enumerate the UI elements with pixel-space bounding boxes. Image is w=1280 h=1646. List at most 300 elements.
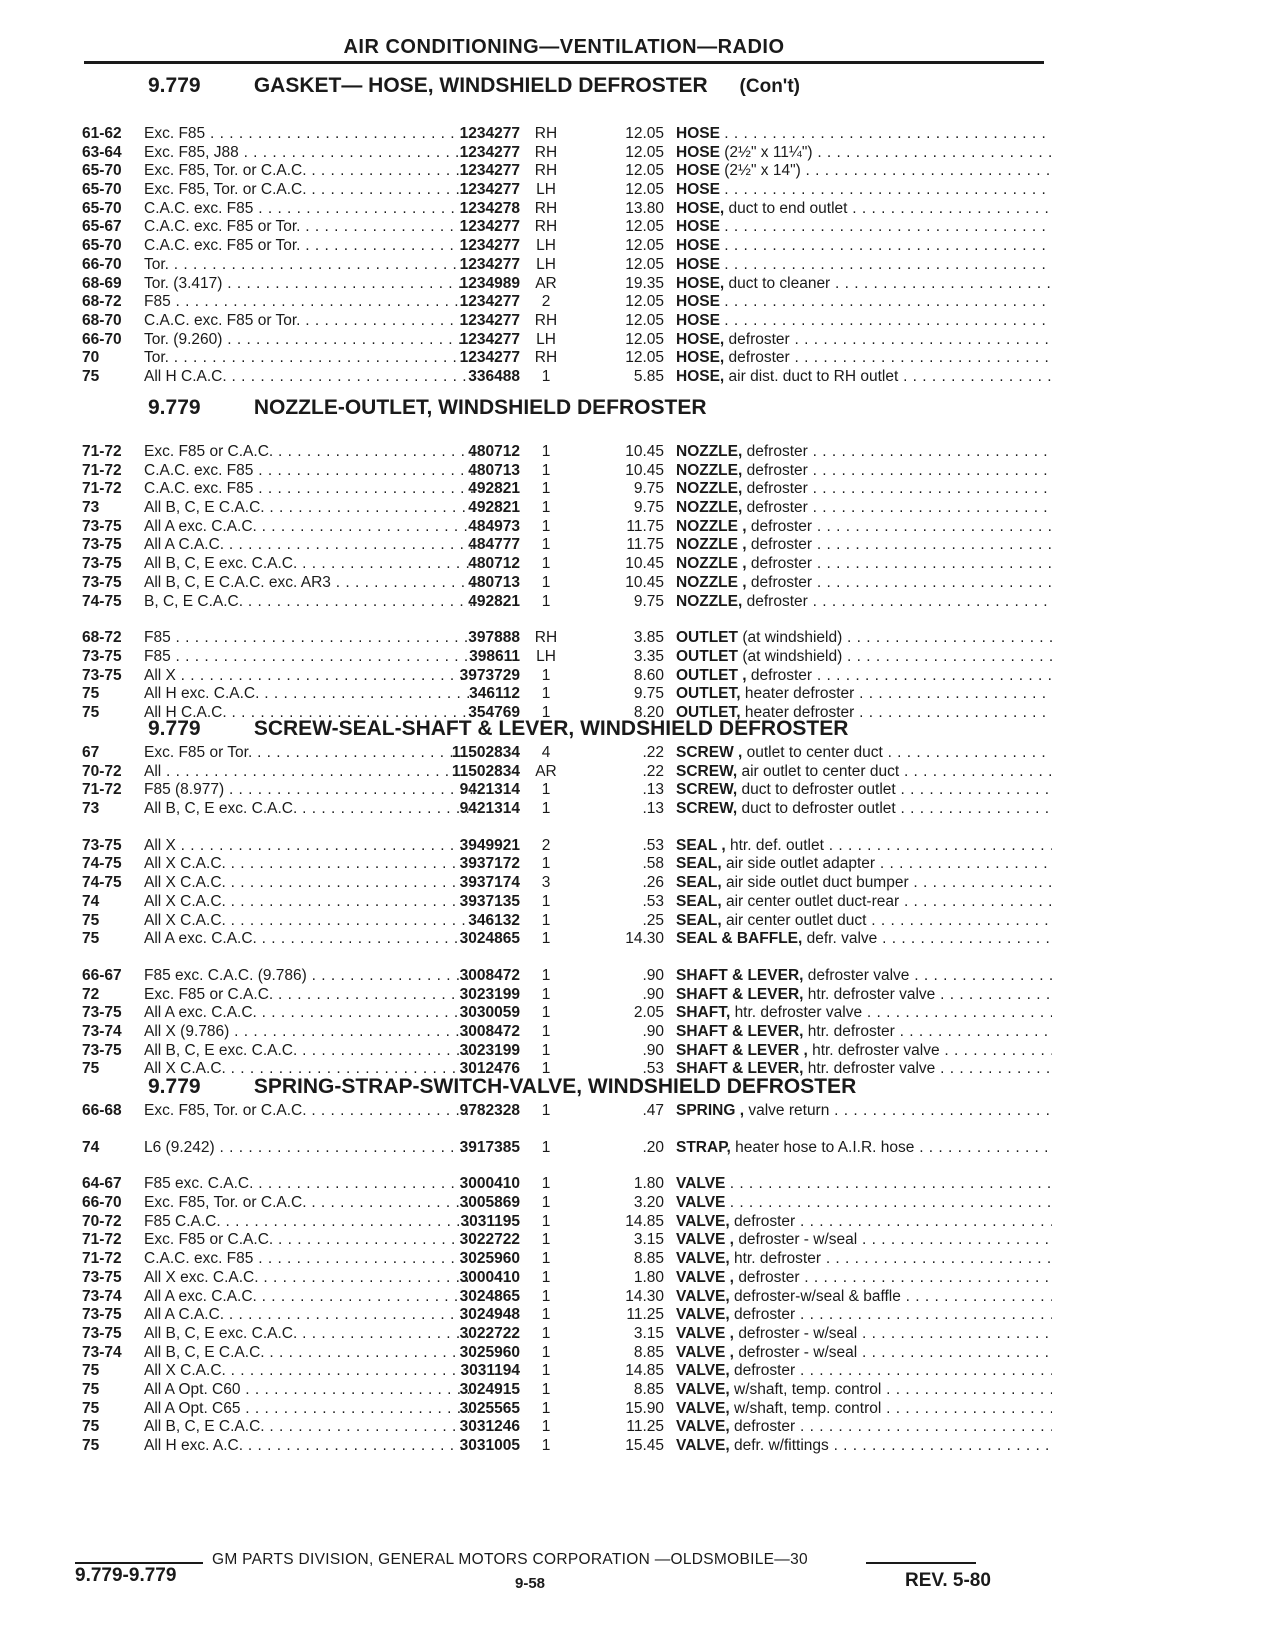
application: L6 (9.242) . . . xyxy=(144,1139,474,1158)
application: All X C.A.C. . . . xyxy=(144,912,474,931)
model-years: 73-74 xyxy=(82,1343,122,1361)
application: F85 exc. C.A.C. (9.786) . . . xyxy=(144,967,474,986)
section-name: SCREW-SEAL-SHAFT & LEVER, WINDSHIELD DEFROSTER xyxy=(253,717,849,740)
parts-list-hose xyxy=(82,125,1042,387)
price: 12.05 xyxy=(625,143,664,161)
part-name: OUTLET, xyxy=(676,685,741,703)
quantity: 4 xyxy=(541,744,551,761)
description xyxy=(676,1004,1052,1023)
part-name: SCREW , xyxy=(676,744,743,761)
price: 11.25 xyxy=(626,1306,664,1324)
quantity: 1 xyxy=(541,985,551,1003)
quantity: 1 xyxy=(541,555,551,573)
part-detail: air side outlet duct bumper xyxy=(725,874,909,892)
section-number: 9.779 xyxy=(148,396,201,419)
part-detail: defroster-w/seal & baffle xyxy=(734,1287,901,1305)
part-number: 3030059 xyxy=(459,1004,520,1022)
part-number: 3031005 xyxy=(459,1437,520,1454)
model-years: 73-75 xyxy=(82,1268,122,1286)
part-number: 3008472 xyxy=(459,966,520,984)
model-years: 68-69 xyxy=(82,274,122,292)
application: All A Opt. C65 . . . xyxy=(144,1400,474,1419)
description xyxy=(676,1288,1052,1307)
description xyxy=(676,200,1052,219)
model-years: 74-75 xyxy=(82,874,122,892)
application: All X C.A.C. . . . xyxy=(144,1362,474,1381)
part-detail: htr. def. outlet xyxy=(729,836,824,854)
quantity: 1 xyxy=(541,1194,551,1212)
quantity: 1 xyxy=(541,1362,551,1380)
quantity: 1 xyxy=(541,666,551,684)
part-name: OUTLET, xyxy=(676,703,741,721)
part-name: VALVE, xyxy=(676,1362,730,1380)
model-years: 73-75 xyxy=(82,836,122,854)
table-row xyxy=(82,555,1042,574)
application: All X . . . xyxy=(144,837,474,856)
price: 12.05 xyxy=(625,293,664,311)
table-row xyxy=(82,1213,1042,1232)
price: .90 xyxy=(642,1022,664,1040)
application: F85 (8.977) . . . xyxy=(144,781,474,800)
model-years: 73-75 xyxy=(82,555,122,573)
price: .53 xyxy=(642,1060,664,1078)
part-number: 484777 xyxy=(468,536,520,554)
table-row xyxy=(82,1269,1042,1288)
quantity: 1 xyxy=(541,1022,551,1040)
description xyxy=(676,967,1052,986)
quantity: 1 xyxy=(541,499,551,517)
table-row xyxy=(82,1023,1042,1042)
section-name: NOZZLE-OUTLET, WINDSHIELD DEFROSTER xyxy=(253,396,707,419)
description xyxy=(676,1344,1052,1363)
part-number: 346132 xyxy=(468,911,520,929)
application: All . . . xyxy=(144,763,474,782)
quantity: RH xyxy=(534,218,558,236)
quantity: LH xyxy=(536,330,556,348)
price: 14.85 xyxy=(625,1362,664,1380)
part-name: HOSE xyxy=(676,237,720,255)
price: 14.30 xyxy=(625,1287,664,1305)
table-row xyxy=(82,1306,1042,1325)
part-detail: defroster xyxy=(750,666,813,684)
application: All B, C, E C.A.C. . . . xyxy=(144,1344,474,1363)
table-row xyxy=(82,368,1042,387)
model-years: 75 xyxy=(82,1362,100,1380)
part-number: 1234277 xyxy=(459,330,520,348)
quantity: 1 xyxy=(541,800,551,818)
quantity: 1 xyxy=(541,1212,551,1230)
part-name: HOSE xyxy=(676,125,720,142)
part-name: HOSE, xyxy=(676,274,725,292)
part-name: VALVE xyxy=(676,1194,726,1212)
footer-rule-right xyxy=(866,1562,976,1564)
application: Exc. F85, Tor. or C.A.C. . . . xyxy=(144,1102,474,1121)
quantity: 1 xyxy=(541,1102,551,1119)
price: 10.45 xyxy=(625,443,664,460)
quantity: RH xyxy=(534,311,558,329)
model-years: 70 xyxy=(82,349,100,367)
part-detail: defroster xyxy=(750,555,813,573)
part-detail: air side outlet adapter xyxy=(725,855,876,873)
part-detail: defr. w/fittings xyxy=(734,1437,829,1454)
table-row xyxy=(82,893,1042,912)
quantity: 1 xyxy=(541,685,551,703)
part-detail: (at windshield) xyxy=(742,647,843,665)
table-row xyxy=(82,312,1042,331)
part-detail: (2½" x 14") xyxy=(724,162,801,180)
quantity: 1 xyxy=(541,1250,551,1268)
price: 11.25 xyxy=(626,1418,664,1436)
price: 9.75 xyxy=(633,499,664,517)
description xyxy=(676,685,1052,704)
part-number: 3012476 xyxy=(459,1060,520,1078)
part-name: SCREW, xyxy=(676,781,738,799)
model-years: 73-75 xyxy=(82,1306,122,1324)
part-number: 492821 xyxy=(468,592,520,610)
application: All X C.A.C. . . . xyxy=(144,1060,474,1079)
price: 2.05 xyxy=(633,1004,664,1022)
part-number: 1234277 xyxy=(459,293,520,311)
price: 12.05 xyxy=(625,311,664,329)
model-years: 66-67 xyxy=(82,966,122,984)
part-number: 3031194 xyxy=(460,1362,520,1380)
model-years: 68-70 xyxy=(82,311,122,329)
application: C.A.C. exc. F85 . . . xyxy=(144,462,474,481)
part-number: 336488 xyxy=(468,367,520,385)
application: All A Opt. C60 . . . xyxy=(144,1381,474,1400)
application: Exc. F85, Tor. or C.A.C. . . . xyxy=(144,162,474,181)
part-detail: duct to end outlet xyxy=(728,199,848,217)
part-number: 480713 xyxy=(468,573,520,591)
part-number: 3025960 xyxy=(459,1343,520,1361)
description xyxy=(676,1418,1052,1437)
part-number: 484973 xyxy=(468,517,520,535)
part-number: 397888 xyxy=(468,629,520,647)
application: B, C, E C.A.C. . . . xyxy=(144,593,474,612)
part-detail: heater hose to A.I.R. hose xyxy=(735,1138,915,1156)
description xyxy=(676,331,1052,350)
quantity: 3 xyxy=(541,874,551,892)
price: 15.90 xyxy=(625,1399,664,1417)
part-name: VALVE , xyxy=(676,1343,734,1361)
part-number: 3917385 xyxy=(459,1138,520,1156)
price: 13.80 xyxy=(625,199,664,217)
part-name: SHAFT & LEVER, xyxy=(676,966,804,984)
table-row xyxy=(82,837,1042,856)
table-row xyxy=(82,1194,1042,1213)
price: 19.35 xyxy=(625,274,664,292)
quantity: RH xyxy=(534,143,558,161)
part-detail: defroster xyxy=(746,592,808,610)
part-detail: defroster xyxy=(746,499,808,517)
table-row xyxy=(82,1250,1042,1269)
part-number: 3023199 xyxy=(459,1041,520,1059)
model-years: 68-72 xyxy=(82,629,122,647)
part-name: SEAL , xyxy=(676,836,726,854)
application: C.A.C. exc. F85 or Tor. . . . xyxy=(144,218,474,237)
table-row xyxy=(82,574,1042,593)
price: 10.45 xyxy=(625,573,664,591)
price: .13 xyxy=(642,800,664,818)
description xyxy=(676,874,1052,893)
model-years: 65-70 xyxy=(82,237,122,255)
part-name: HOSE xyxy=(676,143,720,161)
price: 12.05 xyxy=(625,349,664,367)
description xyxy=(676,293,1052,312)
table-row xyxy=(82,1139,1042,1158)
part-detail: defroster - w/seal xyxy=(738,1324,858,1342)
part-name: HOSE xyxy=(676,311,720,329)
application: F85 . . . xyxy=(144,629,474,648)
part-detail: htr. defroster xyxy=(734,1250,822,1268)
table-row xyxy=(82,275,1042,294)
part-detail: heater defroster xyxy=(744,703,855,721)
description xyxy=(676,837,1052,856)
description xyxy=(676,1231,1052,1250)
model-years: 71-72 xyxy=(82,1231,122,1249)
application: F85 . . . xyxy=(144,293,474,312)
application: All X C.A.C. . . . xyxy=(144,855,474,874)
table-row xyxy=(82,1381,1042,1400)
price: 3.15 xyxy=(633,1324,664,1342)
application: All B, C, E C.A.C. exc. AR3 . . . xyxy=(144,574,474,593)
application: Tor. . . . xyxy=(144,349,474,368)
part-number: 3024948 xyxy=(459,1306,520,1324)
model-years: 75 xyxy=(82,1418,100,1436)
quantity: 1 xyxy=(541,1175,551,1193)
part-name: NOZZLE, xyxy=(676,480,743,498)
part-number: 3973729 xyxy=(459,666,520,684)
part-name: VALVE, xyxy=(676,1212,730,1230)
table-row xyxy=(82,1004,1042,1023)
price: 3.15 xyxy=(633,1231,664,1249)
price: .90 xyxy=(642,985,664,1003)
application: All X . . . xyxy=(144,667,474,686)
table-row xyxy=(82,1400,1042,1419)
description xyxy=(676,1400,1052,1419)
section-title-spring xyxy=(148,1075,856,1099)
quantity: 1 xyxy=(541,1343,551,1361)
part-name: OUTLET xyxy=(676,629,738,647)
part-name: HOSE xyxy=(676,218,720,236)
part-number: 480712 xyxy=(468,443,520,460)
part-number: 1234278 xyxy=(459,199,520,217)
description xyxy=(676,800,1052,819)
part-number: 3005869 xyxy=(459,1194,520,1212)
application: All X C.A.C. . . . xyxy=(144,893,474,912)
part-number: 1234277 xyxy=(459,255,520,273)
description xyxy=(676,144,1052,163)
description xyxy=(676,648,1052,667)
model-years: 73-74 xyxy=(82,1287,122,1305)
part-detail: defroster xyxy=(734,1212,796,1230)
section-name: GASKET— HOSE, WINDSHIELD DEFROSTER xyxy=(253,74,708,97)
table-row xyxy=(82,125,1042,144)
price: 3.20 xyxy=(633,1194,664,1212)
table-row xyxy=(82,912,1042,931)
table-row xyxy=(82,218,1042,237)
quantity: 1 xyxy=(541,517,551,535)
part-number: 3031246 xyxy=(459,1418,520,1436)
price: .25 xyxy=(642,911,664,929)
part-number: 3949921 xyxy=(459,836,520,854)
table-row xyxy=(82,1437,1042,1456)
price: 8.85 xyxy=(633,1343,664,1361)
application: All H C.A.C. . . . xyxy=(144,704,474,723)
table-row xyxy=(82,1418,1042,1437)
part-detail: duct to defroster outlet xyxy=(741,781,896,799)
description xyxy=(676,667,1052,686)
price: 11.75 xyxy=(626,517,664,535)
description xyxy=(676,462,1052,481)
part-name: SCREW, xyxy=(676,762,738,780)
part-detail: defroster xyxy=(746,461,808,479)
description xyxy=(676,1325,1052,1344)
part-name: HOSE, xyxy=(676,367,725,385)
part-number: 3024865 xyxy=(459,1287,520,1305)
part-detail: htr. defroster valve xyxy=(807,985,936,1003)
application: All X (9.786) . . . xyxy=(144,1023,474,1042)
quantity: 1 xyxy=(541,461,551,479)
description xyxy=(676,574,1052,593)
quantity: AR xyxy=(535,274,557,292)
quantity: RH xyxy=(534,162,558,180)
part-detail: w/shaft, temp. control xyxy=(734,1380,882,1398)
part-name: OUTLET , xyxy=(676,666,747,684)
application: C.A.C. exc. F85 . . . xyxy=(144,480,474,499)
table-row xyxy=(82,443,1042,462)
part-name: SPRING , xyxy=(676,1102,745,1119)
model-years: 66-70 xyxy=(82,1194,122,1212)
description xyxy=(676,912,1052,931)
description xyxy=(676,256,1052,275)
part-number: 1234277 xyxy=(459,125,520,142)
model-years: 75 xyxy=(82,911,100,929)
price: .47 xyxy=(642,1102,664,1119)
model-years: 75 xyxy=(82,1437,100,1454)
part-number: 398611 xyxy=(469,647,520,665)
price: 9.75 xyxy=(633,480,664,498)
application: Tor. . . . xyxy=(144,256,474,275)
description xyxy=(676,181,1052,200)
model-years: 73 xyxy=(82,499,100,517)
footer-company: GM PARTS DIVISION, GENERAL MOTORS CORPORATION —OLDSMOBILE—30 xyxy=(212,1551,808,1568)
part-detail: defroster - w/seal xyxy=(738,1343,858,1361)
section-title-nozzle xyxy=(148,396,707,420)
part-name: HOSE xyxy=(676,162,720,180)
part-name: OUTLET xyxy=(676,647,738,665)
part-detail: w/shaft, temp. control xyxy=(734,1399,882,1417)
part-detail: defroster xyxy=(734,1418,796,1436)
quantity: 1 xyxy=(541,703,551,721)
part-detail: htr. defroster valve xyxy=(812,1041,940,1059)
model-years: 73-75 xyxy=(82,666,122,684)
part-detail: duct to cleaner xyxy=(728,274,831,292)
price: 12.05 xyxy=(625,218,664,236)
price: 1.80 xyxy=(633,1268,664,1286)
part-name: VALVE , xyxy=(676,1231,734,1249)
model-years: 66-70 xyxy=(82,255,122,273)
description xyxy=(676,1269,1052,1288)
part-number: 3000410 xyxy=(459,1175,520,1193)
part-detail: valve return xyxy=(748,1102,830,1119)
description xyxy=(676,237,1052,256)
price: 1.80 xyxy=(633,1175,664,1193)
description xyxy=(676,1042,1052,1061)
model-years: 71-72 xyxy=(82,443,122,460)
part-name: STRAP, xyxy=(676,1138,731,1156)
section-title-hose xyxy=(148,74,800,98)
table-row xyxy=(82,629,1042,648)
quantity: 1 xyxy=(541,892,551,910)
part-number: 1234277 xyxy=(459,162,520,180)
model-years: 73-75 xyxy=(82,1324,122,1342)
model-years: 66-70 xyxy=(82,330,122,348)
description xyxy=(676,763,1052,782)
part-name: HOSE xyxy=(676,293,720,311)
price: 12.05 xyxy=(625,330,664,348)
application: Exc. F85, Tor. or C.A.C. . . . xyxy=(144,181,474,200)
description xyxy=(676,443,1052,462)
part-name: HOSE xyxy=(676,255,720,273)
table-row xyxy=(82,162,1042,181)
part-detail: heater defroster xyxy=(744,685,855,703)
part-number: 3000410 xyxy=(459,1268,520,1286)
quantity: 1 xyxy=(541,1306,551,1324)
description xyxy=(676,1381,1052,1400)
parts-list-screw-seal-shaft xyxy=(82,744,1042,1079)
page-header: AIR CONDITIONING—VENTILATION—RADIO xyxy=(84,36,1044,64)
table-row xyxy=(82,874,1042,893)
model-years: 64-67 xyxy=(82,1175,122,1193)
table-row xyxy=(82,1102,1042,1121)
application: All A exc. C.A.C. . . . xyxy=(144,518,474,537)
description xyxy=(676,593,1052,612)
price: 12.05 xyxy=(625,125,664,142)
quantity: RH xyxy=(534,349,558,367)
part-name: SHAFT & LEVER, xyxy=(676,1060,804,1078)
part-number: 1234277 xyxy=(459,349,520,367)
part-name: VALVE xyxy=(676,1175,726,1193)
part-name: NOZZLE , xyxy=(676,517,747,535)
part-name: VALVE, xyxy=(676,1418,730,1436)
application: C.A.C. exc. F85 . . . xyxy=(144,1250,474,1269)
part-name: HOSE xyxy=(676,181,720,199)
model-years: 71-72 xyxy=(82,1250,122,1268)
model-years: 73-75 xyxy=(82,536,122,554)
quantity: 1 xyxy=(541,1004,551,1022)
price: .53 xyxy=(642,892,664,910)
section-number: 9.779 xyxy=(148,74,201,97)
model-years: 74 xyxy=(82,892,100,910)
model-years: 74 xyxy=(82,1138,100,1156)
description xyxy=(676,744,1052,763)
part-number: 346112 xyxy=(469,685,520,703)
table-row xyxy=(82,349,1042,368)
part-detail: defroster xyxy=(746,443,808,460)
model-years: 74-75 xyxy=(82,855,122,873)
description xyxy=(676,162,1052,181)
price: 10.45 xyxy=(625,461,664,479)
quantity: 1 xyxy=(541,1437,551,1454)
part-name: VALVE, xyxy=(676,1306,730,1324)
description xyxy=(676,1194,1052,1213)
part-name: VALVE, xyxy=(676,1250,730,1268)
part-name: HOSE, xyxy=(676,330,725,348)
section-number: 9.779 xyxy=(148,1075,201,1098)
part-number: 11502834 xyxy=(451,762,520,780)
part-number: 1234277 xyxy=(459,181,520,199)
